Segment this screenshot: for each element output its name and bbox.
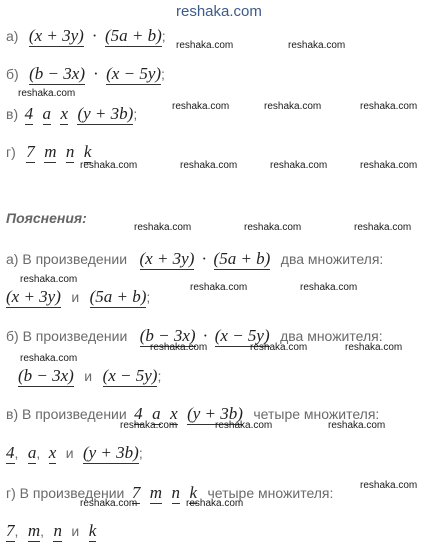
watermark: reshaka.com (186, 498, 244, 509)
watermark: reshaka.com (215, 420, 273, 431)
exp-a-pre: а) В произведении (6, 251, 128, 267)
exp-b-and: и (84, 368, 93, 384)
exp-a-f1: (x + 3y) (139, 249, 195, 268)
exp-g-c1: 7 (131, 483, 141, 502)
exp-v-r4: (y + 3b) (82, 443, 139, 462)
label-g: г) (6, 144, 16, 160)
watermark-top: reshaka.com (176, 3, 262, 20)
exp-g-c4: k (189, 483, 198, 502)
answer-a (6, 26, 166, 46)
exp-g-comma1: , (14, 523, 19, 539)
watermark: reshaka.com (360, 160, 418, 171)
watermark: reshaka.com (300, 282, 358, 293)
exp-g-c3: n (171, 483, 181, 502)
watermark: reshaka.com (250, 342, 308, 353)
exp-a-dot: · (201, 249, 207, 268)
factor-v3: x (60, 104, 69, 123)
watermark: reshaka.com (80, 160, 138, 171)
exp-b-r2: (x − 5y) (102, 366, 158, 385)
exp-b-pre: б) В произведении (6, 328, 128, 344)
exp-g-r4: k (88, 521, 97, 540)
exp-v-r1: 4 (6, 443, 15, 462)
exp-v-c3: x (170, 404, 178, 423)
exp-v-r2: a (27, 443, 37, 462)
exp-a-end: ; (146, 289, 151, 305)
exp-v-and: и (65, 445, 74, 461)
factor-v1: 4 (24, 104, 34, 123)
answer-g (6, 142, 91, 162)
watermark: reshaka.com (270, 160, 328, 171)
factor-g1: 7 (26, 142, 35, 161)
watermark: reshaka.com (264, 101, 322, 112)
exp-g-c2: m (149, 483, 163, 502)
exp-g-and: и (71, 523, 80, 539)
exp-a-r2: (5a + b) (89, 287, 147, 306)
label-v: в) (6, 106, 19, 122)
factor-v4: (y + 3b) (77, 104, 134, 123)
watermark: reshaka.com (360, 101, 418, 112)
exp-a-post: два множителя: (280, 251, 384, 267)
explanation-a-line2 (6, 287, 150, 307)
exp-v-end: ; (138, 445, 143, 461)
exp-b-end: ; (157, 368, 162, 384)
exp-b-f1: (b − 3x) (139, 326, 196, 345)
watermark: reshaka.com (20, 353, 78, 364)
explanation-b-line2 (18, 366, 161, 386)
exp-v-pre: в) В произведении (6, 406, 127, 422)
watermark: reshaka.com (288, 40, 346, 51)
watermark: reshaka.com (190, 282, 248, 293)
watermark: reshaka.com (360, 480, 418, 491)
watermark: reshaka.com (134, 222, 192, 233)
exp-b-dot: · (203, 326, 208, 345)
exp-v-c1: 4 (134, 404, 143, 423)
answer-v (6, 104, 137, 124)
exp-b-post: два множителя: (280, 328, 383, 344)
explanation-g-line1 (6, 483, 333, 503)
exp-g-pre: г) В произведении (6, 485, 125, 501)
exp-v-r3: x (48, 443, 57, 462)
factor-g3: n (65, 142, 75, 161)
exp-g-post: четыре множителя: (207, 485, 334, 501)
factor-v2: a (42, 104, 52, 123)
watermark: reshaka.com (328, 420, 386, 431)
label-a: а) (6, 28, 19, 44)
factor-b1: (b − 3x) (29, 64, 85, 83)
watermark: reshaka.com (150, 342, 208, 353)
exp-a-f2: (5a + b) (213, 249, 271, 268)
watermark: reshaka.com (354, 222, 412, 233)
watermark: reshaka.com (176, 40, 234, 51)
explanations-heading: Пояснения: (6, 210, 87, 226)
exp-g-r2: m (27, 521, 41, 540)
explanation-g-line2 (6, 521, 96, 541)
factor-g2: m (44, 142, 57, 161)
watermark: reshaka.com (120, 420, 178, 431)
explanation-v-line1 (6, 404, 379, 424)
factor-g4: k (83, 142, 92, 161)
exp-a-and: и (71, 289, 80, 305)
factor-a2: (5a + b) (104, 26, 162, 45)
explanation-v-line2 (6, 443, 143, 463)
end-b: ; (161, 66, 165, 82)
exp-g-r3: n (53, 521, 62, 540)
end-a: ; (161, 28, 166, 44)
explanation-a-line1 (6, 249, 383, 269)
exp-g-r1: 7 (6, 521, 15, 540)
watermark: reshaka.com (244, 222, 302, 233)
dot-b: · (93, 64, 98, 83)
exp-g-comma2: , (40, 523, 45, 539)
exp-b-f2: (x − 5y) (214, 326, 270, 345)
factor-b2: (x − 5y) (106, 64, 162, 83)
exp-b-r1: (b − 3x) (18, 366, 74, 385)
exp-v-comma2: , (36, 445, 41, 461)
watermark: reshaka.com (345, 342, 403, 353)
dot-a: · (92, 26, 97, 45)
watermark: reshaka.com (180, 160, 238, 171)
exp-a-r1: (x + 3y) (6, 287, 61, 306)
factor-a1: (x + 3y) (28, 26, 84, 45)
exp-v-c4: (y + 3b) (187, 404, 243, 423)
exp-v-c2: a (152, 404, 161, 423)
end-v: ; (133, 106, 138, 122)
label-b: б) (6, 66, 19, 82)
watermark: reshaka.com (18, 88, 76, 99)
answer-b (6, 64, 165, 84)
watermark: reshaka.com (172, 101, 230, 112)
exp-v-post: четыре множителя: (253, 406, 380, 422)
watermark: reshaka.com (20, 274, 78, 285)
exp-v-comma1: , (14, 445, 19, 461)
watermark: reshaka.com (80, 498, 138, 509)
